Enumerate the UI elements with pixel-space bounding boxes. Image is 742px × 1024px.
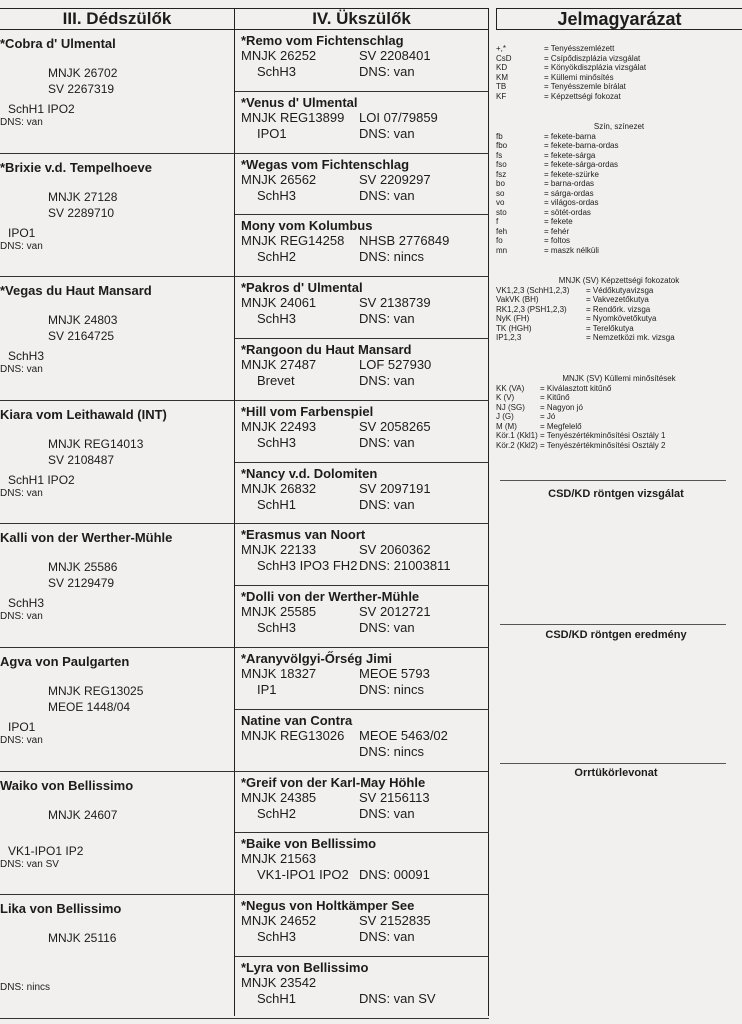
legend-key: TB: [496, 82, 507, 91]
legend-row: [496, 54, 742, 64]
sv-number: LOF 527930: [359, 357, 432, 372]
dog-name: Kalli von der Werther-Mühle: [0, 530, 173, 546]
grading-title: MNJK (SV) Küllemi minősítések: [562, 374, 676, 383]
dog-name: Kiara vom Leithawald (INT): [0, 406, 167, 422]
training-titles: SchH2: [257, 805, 297, 821]
great-grandparents-header: III. Dédszülők: [0, 8, 234, 30]
dog-name: *Hill vom Farbenspiel: [241, 403, 374, 419]
legend-value: = fekete-barna: [544, 131, 596, 141]
training-titles: SchH3: [257, 620, 297, 636]
legend-value: = Nemzetközi mk. vizsga: [586, 333, 675, 342]
great-great-grandparent-cell: [235, 339, 489, 401]
legend-key: RK1,2,3 (PSH1,2,3): [496, 304, 567, 314]
legend-row: [496, 295, 742, 305]
legend-value: = Nyomkövetőkutya: [586, 314, 657, 323]
legend-key: IP1,2,3: [496, 333, 522, 342]
training-titles: IPO1: [8, 225, 36, 240]
legend-row: [496, 412, 742, 422]
legend-key: VK1,2,3 (SchH1,2,3): [496, 285, 570, 295]
dog-name: *Nancy v.d. Dolomiten: [241, 465, 378, 481]
legend-row: [496, 160, 742, 170]
legend-value: = Tenyésszemle bírálat: [544, 82, 626, 91]
great-grandparents-column: [0, 8, 235, 1016]
dna-status: DNS: van: [359, 805, 415, 821]
registration-number: MNJK 26702: [48, 66, 118, 80]
dog-name: *Greif von der Karl-May Höhle: [241, 774, 426, 790]
legend-row: [496, 431, 742, 441]
registration-number: MNJK 22493: [241, 418, 317, 434]
legend-key: f: [496, 217, 499, 226]
training-titles: IP1: [257, 682, 277, 697]
legend-key: CsD: [496, 53, 512, 63]
legend-row: [496, 189, 742, 199]
xray-result-title: CSD/KD röntgen eredmény: [545, 629, 687, 641]
legend-value: = fehér: [544, 226, 570, 236]
training-titles: SchH1 IPO2: [8, 102, 75, 116]
great-great-grandparent-cell: [235, 401, 489, 463]
legend-key: sto: [496, 207, 507, 217]
great-grandparent-cell: [0, 648, 235, 772]
sv-number: SV 2138739: [359, 295, 431, 311]
sv-number: SV 2152835: [359, 913, 431, 929]
legend-column: [490, 8, 742, 1016]
abbrev-list: [496, 44, 742, 101]
dog-name: Natine van Contra: [241, 712, 353, 728]
colors-list: [496, 122, 742, 255]
registration-number: MNJK REG13025: [48, 684, 144, 698]
legend-row: [496, 179, 742, 189]
legend-row: [496, 170, 742, 180]
legend-value: = Vakvezetőkutya: [586, 295, 649, 304]
registration-number: MNJK REG14013: [48, 436, 144, 451]
dog-name: *Rangoon du Haut Mansard: [241, 342, 412, 357]
legend-row: [496, 82, 742, 92]
legend-key: VakVK (BH): [496, 295, 539, 304]
registration-number: MNJK 25586: [48, 560, 118, 575]
great-grandparent-cell: [0, 772, 235, 896]
registration-number: MNJK 23542: [241, 975, 317, 990]
legend-key: fb: [496, 131, 503, 141]
dna-status: DNS: nincs: [359, 249, 425, 265]
legend-value: = foltos: [544, 236, 571, 245]
legend-row: [496, 227, 742, 237]
registration-number: MNJK 26252: [241, 48, 317, 63]
legend-value: = sárga-ordas: [544, 188, 594, 198]
sv-number: NHSB 2776849: [359, 233, 450, 249]
great-great-grandparent-cell: [235, 957, 489, 1019]
training-titles: IPO1: [8, 720, 36, 734]
legend-row: [496, 198, 742, 208]
training-titles: SchH1 IPO2: [8, 472, 75, 487]
dna-status: DNS: van: [359, 64, 415, 79]
great-great-grandparent-cell: [235, 648, 489, 710]
registration-number: MNJK 25116: [48, 931, 117, 946]
sv-number: SV 2209297: [359, 171, 431, 187]
legend-key: M (M): [496, 421, 517, 431]
dog-name: *Negus von Holtkämper See: [241, 898, 415, 914]
sv-number: SV 2012721: [359, 604, 431, 620]
dna-status: DNS: nincs: [0, 982, 51, 994]
legend-header: Jelmagyarázat: [496, 8, 742, 30]
dog-name: *Venus d' Ulmental: [241, 94, 358, 110]
legend-row: [496, 208, 742, 218]
grading-list: [496, 374, 742, 450]
dog-name: Mony vom Kolumbus: [241, 218, 373, 234]
legend-key: fs: [496, 150, 503, 160]
legend-row: [496, 384, 742, 394]
legend-key: +,*: [496, 44, 507, 53]
legend-key: fbo: [496, 141, 508, 150]
legend-row: [496, 305, 742, 315]
great-great-grandparent-cell: [235, 586, 489, 648]
divider: [500, 624, 726, 625]
registration-number: MNJK 27128: [48, 189, 118, 204]
legend-row: [496, 333, 742, 343]
legend-value: = Könyökdiszplázia vizsgálat: [544, 63, 647, 72]
legend-key: fo: [496, 236, 503, 245]
dna-status: DNS: van: [359, 929, 415, 945]
legend-key: NyK (FH): [496, 314, 530, 323]
training-titles: VK1-IPO1 IPO2: [257, 867, 349, 883]
dog-name: *Aranyvölgyi-Őrség Jimi: [241, 651, 392, 666]
training-titles: SchH3: [257, 187, 297, 203]
legend-value: = Terelőkutya: [586, 323, 634, 333]
registration-number: MNJK 26562: [241, 171, 317, 187]
legend-key: Kör.1 (Kkl1): [496, 431, 538, 440]
divider: [500, 480, 726, 481]
legend-row: [496, 141, 742, 151]
dna-status: DNS: 21003811: [359, 558, 451, 574]
dog-name: *Pakros d' Ulmental: [241, 280, 363, 296]
dog-name: *Remo vom Fichtenschlag: [241, 33, 404, 48]
legend-key: Kör.2 (Kkl2): [496, 440, 538, 450]
registration-number: MNJK 24803: [48, 313, 118, 328]
sv-number: SV 2267319: [48, 82, 115, 96]
dog-name: Lika von Bellissimo: [0, 901, 122, 917]
legend-value: = fekete: [544, 217, 573, 226]
colors-title: Szín, színezet: [593, 122, 645, 131]
legend-row: [496, 44, 742, 54]
legend-key: K (V): [496, 393, 515, 402]
great-great-grandparent-cell: [235, 277, 489, 339]
registration-number: MNJK 22133: [241, 542, 317, 558]
great-great-grandparent-cell: [235, 772, 489, 834]
sv-number: SV 2208401: [359, 48, 431, 63]
divider: [500, 763, 726, 764]
dna-status: DNS: van: [359, 434, 415, 450]
legend-value: = fekete-szürke: [544, 169, 599, 179]
sv-number: SV 2060362: [359, 542, 431, 558]
legend-value: = Nagyon jó: [540, 402, 583, 412]
great-grandparent-cell: [0, 30, 235, 154]
legend-value: = világos-ordas: [544, 198, 599, 207]
legend-key: NJ (SG): [496, 402, 525, 412]
dog-name: *Wegas vom Fichtenschlag: [241, 156, 410, 172]
sv-number: SV 2129479: [48, 576, 115, 591]
training-titles: SchH2: [257, 249, 297, 265]
registration-number: MNJK 18327: [241, 666, 317, 681]
dna-status: DNS: van: [359, 187, 415, 203]
registration-number: MNJK 24385: [241, 789, 317, 805]
registration-number: MNJK REG13026: [241, 727, 345, 743]
legend-value: = Jó: [540, 412, 556, 421]
dna-status: DNS: 00091: [359, 867, 430, 883]
legend-row: [496, 151, 742, 161]
registration-number: MNJK 24607: [48, 807, 118, 822]
sv-number: MEOE 5463/02: [359, 727, 448, 743]
dna-status: DNS: van: [0, 240, 43, 252]
legend-row: [496, 92, 742, 102]
dna-status: DNS: van: [359, 125, 415, 141]
great-great-grandparent-cell: [235, 895, 489, 957]
training-titles: SchH1: [257, 991, 297, 1006]
dog-name: *Vegas du Haut Mansard: [0, 283, 152, 299]
legend-row: [496, 246, 742, 256]
legend-key: vo: [496, 198, 505, 207]
legend-key: KK (VA): [496, 383, 525, 393]
legend-row: [496, 393, 742, 403]
great-grandparent-cell: [0, 524, 235, 648]
dna-status: DNS: van: [0, 735, 43, 746]
great-great-grandparent-cell: [235, 463, 489, 525]
dna-status: DNS: van SV: [359, 991, 436, 1006]
registration-number: MNJK 26832: [241, 480, 317, 496]
dog-name: *Dolli von der Werther-Mühle: [241, 589, 420, 605]
legend-value: = Rendőrk. vizsga: [586, 304, 651, 314]
legend-value: = fekete-barna-ordas: [544, 141, 619, 150]
training-titles: SchH3: [257, 434, 297, 450]
great-great-grandparent-cell: [235, 833, 489, 895]
legend-value: = Kiválasztott kitűnő: [540, 383, 612, 393]
legend-row: [496, 63, 742, 73]
great-grandparent-cell: [0, 277, 235, 401]
registration-number: MNJK 27487: [241, 357, 317, 372]
legend-key: KD: [496, 63, 508, 72]
legend-key: mn: [496, 245, 508, 255]
registration-number: MNJK 21563: [241, 851, 317, 867]
nose-print-title: Orrtükörlevonat: [574, 767, 658, 779]
legend-key: so: [496, 188, 505, 198]
legend-row: [496, 314, 742, 324]
legend-key: J (G): [496, 412, 514, 421]
dog-name: *Brixie v.d. Tempelhoeve: [0, 159, 152, 175]
great-great-grandparent-cell: [235, 215, 489, 277]
legend-value: = Csípődiszplázia vizsgálat: [544, 53, 641, 63]
sv-number: SV 2156113: [359, 789, 430, 805]
legend-value: = Kitűnő: [540, 393, 570, 402]
dna-status: DNS: nincs: [359, 682, 425, 697]
legend-key: TK (HGH): [496, 323, 532, 333]
sv-number: SV 2108487: [48, 452, 115, 467]
training-titles: IPO1: [257, 125, 287, 141]
training-titles: SchH3: [8, 349, 45, 364]
sv-number: SV 2164725: [48, 329, 115, 344]
legend-row: [496, 441, 742, 451]
great-great-grandparent-cell: [235, 524, 489, 586]
legend-value: = Küllemi minősítés: [544, 72, 614, 82]
legend-value: = maszk nélküli: [544, 245, 599, 255]
dna-status: DNS: van: [0, 611, 43, 623]
sv-number: SV 2058265: [359, 418, 431, 434]
legend-row: [496, 403, 742, 413]
great-grandparent-cell: [0, 154, 235, 278]
dog-name: *Erasmus van Noort: [241, 527, 366, 543]
registration-number: MNJK 25585: [241, 604, 317, 620]
legend-row: [496, 422, 742, 432]
registration-number: MNJK REG13899: [241, 109, 345, 125]
great-great-grandparent-cell: [235, 92, 489, 154]
great-great-grandparents-header: IV. Ükszülők: [235, 8, 488, 30]
dna-status: DNS: van: [359, 373, 415, 388]
dna-status: DNS: van: [359, 311, 415, 327]
dna-status: DNS: van: [359, 620, 415, 636]
legend-value: = sötét-ordas: [544, 207, 591, 217]
legend-row: [496, 324, 742, 334]
legend-key: KM: [496, 72, 508, 82]
sv-number: MEOE 1448/04: [48, 700, 131, 714]
dna-status: DNS: van: [0, 487, 43, 499]
legend-value: = Tenyésszemlézett: [544, 44, 615, 53]
legend-row: [496, 217, 742, 227]
dog-name: *Cobra d' Ulmental: [0, 36, 116, 51]
legend-row: [496, 286, 742, 296]
sv-number: LOI 07/79859: [359, 109, 438, 125]
dna-status: DNS: van SV: [0, 858, 59, 870]
registration-number: MNJK 24061: [241, 295, 317, 311]
legend-row: [496, 132, 742, 142]
training-titles: SchH1: [257, 496, 297, 512]
legend-value: = Képzettségi fokozat: [544, 91, 621, 101]
training-titles: Brevet: [257, 373, 295, 388]
training-titles: VK1-IPO1 IP2: [8, 843, 84, 858]
legend-key: bo: [496, 179, 505, 188]
sv-number: SV 2097191: [359, 480, 431, 496]
legend-key: fsz: [496, 169, 507, 179]
legend-key: fso: [496, 160, 507, 169]
dog-name: *Baike von Bellissimo: [241, 836, 377, 852]
great-great-grandparent-cell: [235, 30, 489, 92]
legend-value: = Védőkutyavizsga: [586, 285, 654, 295]
legend-key: feh: [496, 226, 508, 236]
training-titles: SchH3: [8, 596, 45, 611]
legend-row: [496, 236, 742, 246]
legend-value: = fekete-sárga-ordas: [544, 160, 619, 169]
dog-name: Agva von Paulgarten: [0, 654, 130, 669]
training-titles: SchH3: [257, 64, 297, 79]
dna-status: DNS: van: [359, 496, 415, 512]
dna-status: DNS: van: [0, 117, 43, 128]
dna-status: DNS: nincs: [359, 743, 425, 759]
training-title: MNJK (SV) Képzettségi fokozatok: [558, 276, 680, 285]
sv-number: MEOE 5793: [359, 666, 430, 681]
training-titles: SchH3: [257, 311, 297, 327]
legend-row: [496, 73, 742, 83]
training-list: [496, 276, 742, 343]
legend-value: = Megfelelő: [540, 421, 582, 431]
great-great-grandparent-cell: [235, 710, 489, 772]
dog-name: Waiko von Bellissimo: [0, 777, 134, 793]
legend-value: = Tenyészértékminősítési Osztály 2: [540, 440, 666, 450]
sv-number: SV 2289710: [48, 205, 115, 220]
registration-number: MNJK 24652: [241, 913, 317, 929]
legend-key: KF: [496, 91, 507, 101]
dog-name: *Lyra von Bellissimo: [241, 960, 369, 975]
legend-value: = barna-ordas: [544, 179, 595, 188]
great-great-grandparents-column: [235, 8, 489, 1016]
great-great-grandparent-cell: [235, 154, 489, 216]
xray-exam-title: CSD/KD röntgen vizsgálat: [548, 488, 684, 500]
dna-status: DNS: van: [0, 364, 43, 376]
great-grandparent-cell: [0, 401, 235, 525]
great-grandparent-cell: [0, 895, 235, 1019]
training-titles: SchH3 IPO3 FH2: [257, 558, 358, 574]
registration-number: MNJK REG14258: [241, 233, 345, 249]
training-titles: SchH3: [257, 929, 297, 945]
legend-value: = fekete-sárga: [544, 150, 596, 160]
legend-value: = Tenyészértékminősítési Osztály 1: [540, 431, 666, 440]
